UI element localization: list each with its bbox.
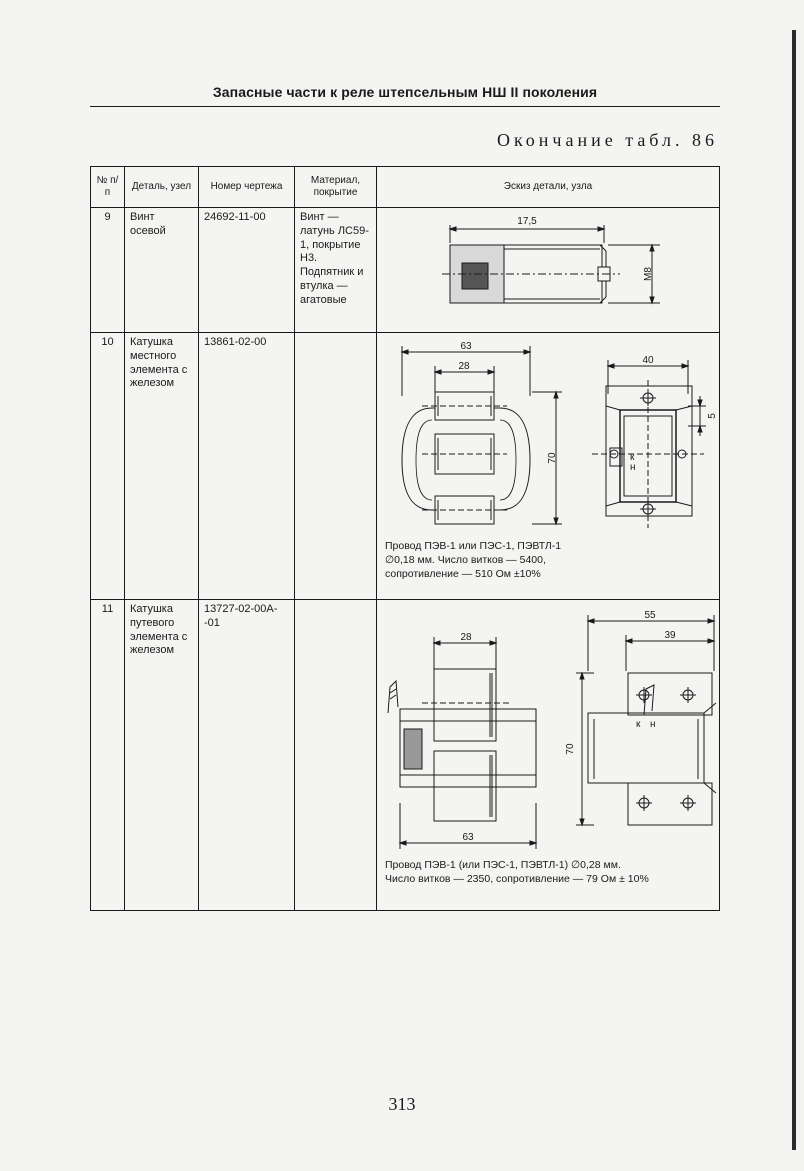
part-name: Винт осевой	[125, 208, 199, 333]
terminal-k-label: к	[630, 452, 635, 463]
drawing-number: 24692-11-00	[199, 208, 295, 333]
dimension-height: 70	[547, 452, 558, 464]
parts-table	[90, 166, 720, 911]
column-header-sketch: Эскиз детали, узла	[377, 167, 720, 208]
sketch-track-coil	[377, 600, 720, 911]
coil-spec-note: Провод ПЭВ-1 или ПЭС-1, ПЭВТЛ-1 ∅0,18 мм. Число витков — 5400, сопротивление — 510 Ом ±10%	[385, 540, 562, 581]
part-name: Катушка путевого элемента с железом	[125, 600, 199, 911]
column-header-drawing: Номер чертежа	[199, 167, 295, 208]
dimension-width: 63	[460, 341, 472, 352]
column-header-part: Деталь, узел	[125, 167, 199, 208]
drawing-number: 13727-02-00А- -01	[199, 600, 295, 911]
dimension-side-inner: 39	[664, 630, 676, 641]
terminal-n-label: н	[650, 719, 656, 730]
dimension-width: 63	[462, 832, 474, 843]
terminal-k-label: к	[636, 719, 641, 730]
material	[295, 600, 377, 911]
material: Винт — латунь ЛС59-1, покрытие Н3. Подпятник и втулка — агатовые	[295, 208, 377, 333]
page-title: Запасные части к реле штепсельным НШ II поколения	[212, 84, 598, 100]
dimension-gap: 5	[707, 413, 718, 419]
dimension-length: 17,5	[517, 216, 537, 227]
table-row	[91, 333, 720, 600]
sketch-axial-screw	[377, 208, 720, 333]
table-row	[91, 600, 720, 911]
row-number: 10	[91, 333, 125, 600]
column-header-material: Материал, покрытие	[295, 167, 377, 208]
material	[295, 333, 377, 600]
page-number: 313	[388, 1094, 416, 1114]
column-header-num: № п/п	[91, 167, 125, 208]
drawing-number: 13861-02-00	[199, 333, 295, 600]
part-name: Катушка местного элемента с железом	[125, 333, 199, 600]
dimension-height: 70	[565, 743, 576, 755]
coil-spec-note: Провод ПЭВ-1 (или ПЭС-1, ПЭВТЛ-1) ∅0,28 мм. Число витков — 2350, сопротивление — 79 Ом ± 10%	[385, 859, 649, 886]
terminal-n-label: н	[630, 462, 636, 473]
dimension-thread: М8	[643, 267, 654, 281]
table-header-row	[91, 167, 720, 208]
dimension-coil-width: 28	[458, 361, 470, 372]
sketch-local-coil	[377, 333, 720, 600]
title-divider	[90, 106, 720, 107]
row-number: 11	[91, 600, 125, 911]
table-row	[91, 208, 720, 333]
dimension-side-width: 55	[644, 610, 656, 621]
dimension-coil-width: 28	[460, 632, 472, 643]
page-edge-shadow	[792, 30, 796, 1150]
table-caption: Окончание табл. 86	[496, 130, 718, 150]
row-number: 9	[91, 208, 125, 333]
dimension-side-width: 40	[642, 355, 654, 366]
